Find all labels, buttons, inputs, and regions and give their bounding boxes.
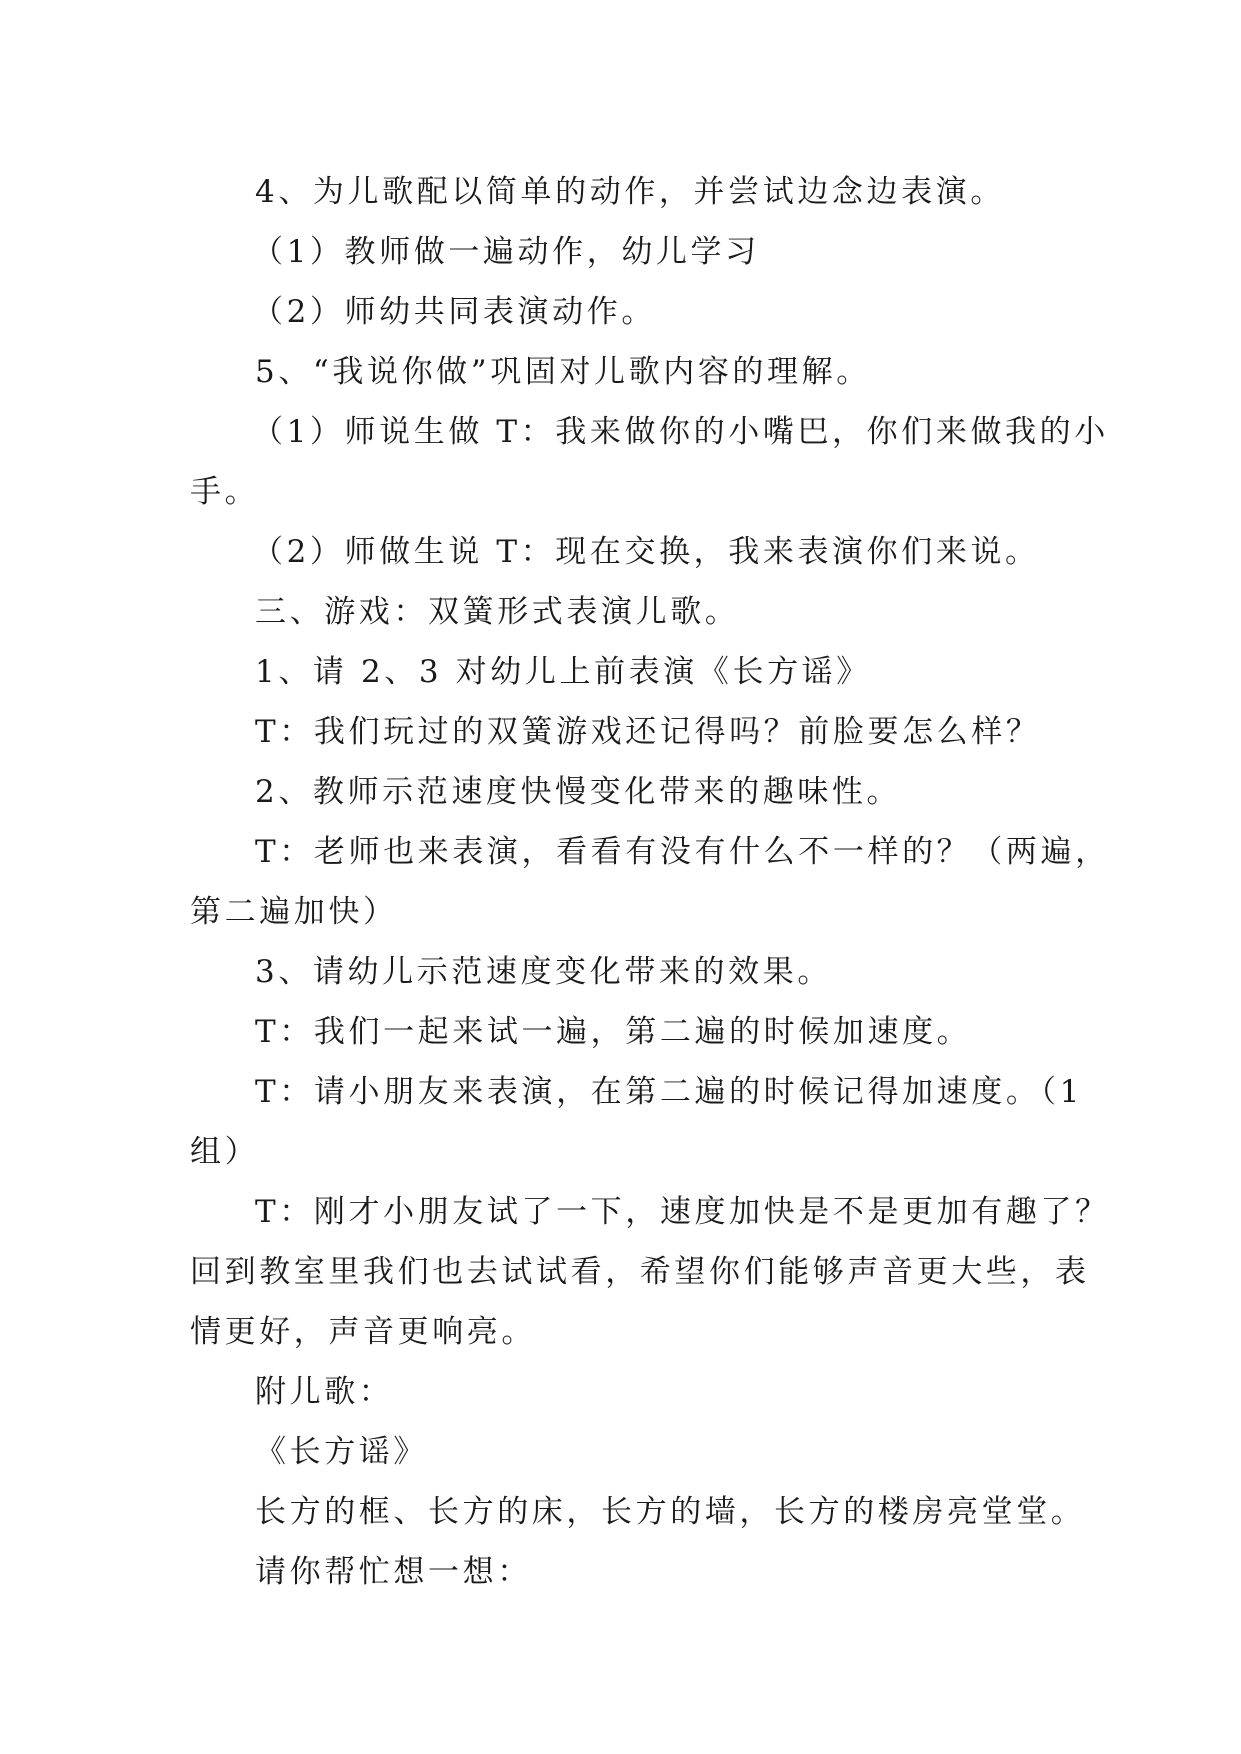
paragraph-closing-continued-2: 情更好，声音更响亮。 — [190, 1314, 536, 1350]
paragraph-game-1: 1、请 2、3 对幼儿上前表演《长方谣》 — [255, 654, 871, 690]
paragraph-closing: T：刚才小朋友试了一下，速度加快是不是更加有趣了？ — [255, 1194, 1110, 1230]
paragraph-game-2: 2、教师示范速度快慢变化带来的趣味性。 — [255, 774, 902, 810]
paragraph-step-4-1: （1）教师做一遍动作，幼儿学习 — [252, 234, 760, 270]
appendix-label: 附儿歌： — [255, 1374, 394, 1410]
song-line-2: 请你帮忙想一想： — [255, 1554, 532, 1590]
paragraph-step-5: 5、“我说你做”巩固对儿歌内容的理解。 — [255, 354, 871, 390]
paragraph-closing-continued-1: 回到教室里我们也去试试看，希望你们能够声音更大些，表 — [190, 1254, 1090, 1290]
paragraph-step-5-1: （1）师说生做 T：我来做你的小嘴巴，你们来做我的小 — [252, 414, 1109, 450]
paragraph-step-4: 4、为儿歌配以简单的动作，并尝试边念边表演。 — [255, 174, 1005, 210]
song-line-1: 长方的框、长方的床，长方的墙，长方的楼房亮堂堂。 — [255, 1494, 1086, 1530]
paragraph-game-3: 3、请幼儿示范速度变化带来的效果。 — [255, 954, 832, 990]
paragraph-step-5-1-continued: 手。 — [190, 474, 260, 510]
paragraph-step-5-2: （2）师做生说 T：现在交换，我来表演你们来说。 — [252, 534, 1040, 570]
paragraph-game-1-dialogue: T：我们玩过的双簧游戏还记得吗？前脸要怎么样？ — [255, 714, 1041, 750]
document-body — [190, 162, 1110, 1602]
paragraph-game-3-dialogue-b-continued: 组） — [190, 1134, 260, 1170]
paragraph-game-3-dialogue-a: T：我们一起来试一遍，第二遍的时候加速度。 — [255, 1014, 972, 1050]
paragraph-game-2-dialogue: T：老师也来表演，看看有没有什么不一样的？（两遍， — [255, 834, 1110, 870]
paragraph-step-4-2: （2）师幼共同表演动作。 — [252, 294, 656, 330]
section-heading-game: 三、游戏：双簧形式表演儿歌。 — [255, 594, 740, 630]
song-title: 《长方谣》 — [255, 1434, 428, 1470]
paragraph-game-3-dialogue-b: T：请小朋友来表演，在第二遍的时候记得加速度。（1 — [255, 1074, 1083, 1110]
paragraph-game-2-dialogue-continued: 第二遍加快） — [190, 894, 398, 930]
